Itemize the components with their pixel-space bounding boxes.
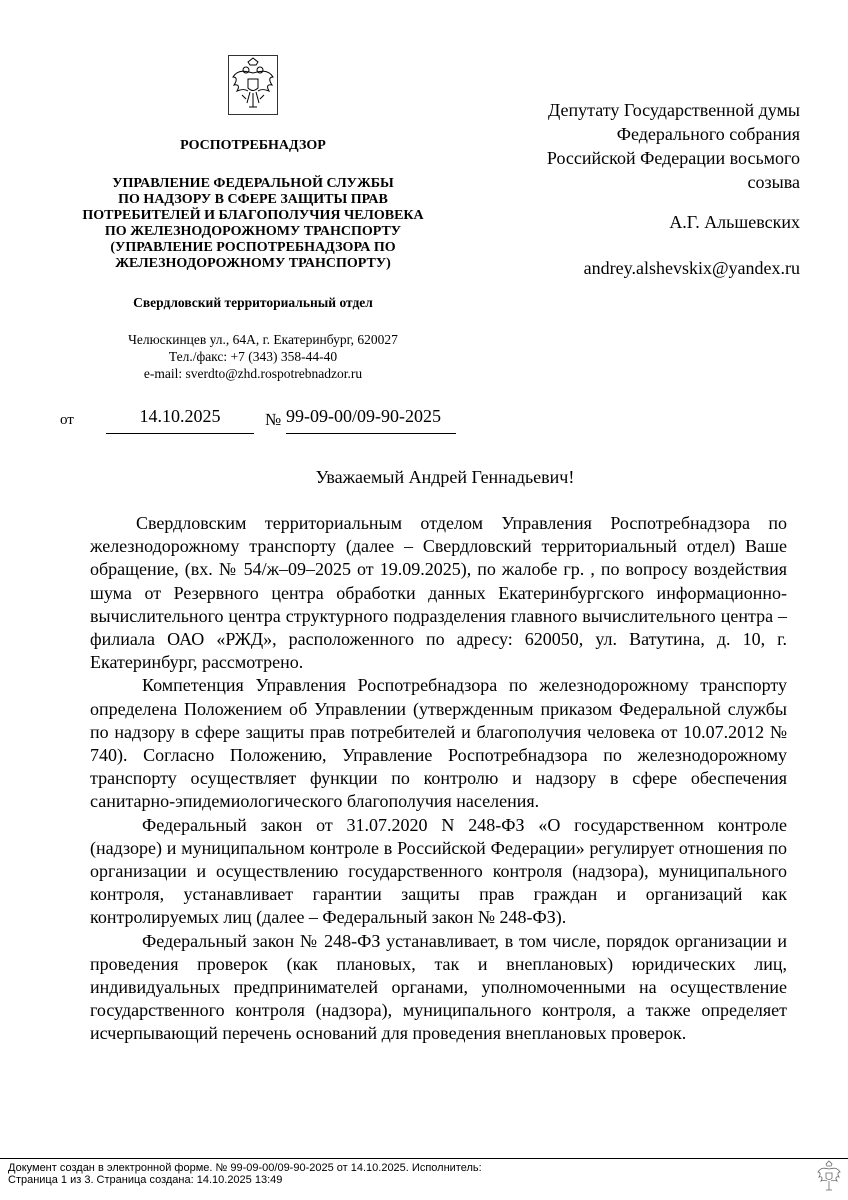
letter-paragraph: Федеральный закон № 248-ФЗ устанавливает, в том числе, порядок организации и проведения проверок (как плановых, так и внеплановых) юридических лиц, индивидуальных предпринимателей органами, уполномоченными на осуществление государственного контроля (надзора), муниципального контроля, а также определяет исчерпывающий перечень оснований для проведения внеплановых проверок. [90,930,787,1044]
recipient-line: Российской Федерации восьмого [546,148,800,168]
letter-body [90,512,787,1046]
org-full-name [60,176,446,272]
footer-line-2: Страница 1 из 3. Страница создана: 14.10.2025 13:49 [8,1174,283,1186]
sender-contacts [60,331,446,382]
recipient-name: А.Г. Альшевских [669,212,800,232]
org-full-line: ПО ЖЕЛЕЗНОДОРОЖНОМУ ТРАНСПОРТУ [104,224,402,239]
footer-line-1: Документ создан в электронной форме. № 99-09-00/09-90-2025 от 14.10.2025. Исполнитель: [8,1162,482,1174]
org-full-line: ПОТРЕБИТЕЛЕЙ И БЛАГОПОЛУЧИЯ ЧЕЛОВЕКА [82,208,424,223]
coat-of-arms-icon [228,55,278,115]
registration-date: 14.10.2025 [106,406,254,434]
number-label: № [265,410,282,429]
sender-email: e-mail: sverdto@zhd.rospotrebnadzor.ru [143,366,363,381]
recipient-line: Депутату Государственной думы [548,100,800,120]
sender-address: Челюскинцев ул., 64А, г. Екатеринбург, 620027 [128,332,398,347]
salutation: Уважаемый Андрей Геннадьевич! [315,467,575,487]
org-full-line: (УПРАВЛЕНИЕ РОСПОТРЕБНАДЗОРА ПО [110,240,396,255]
letter-paragraph: Федеральный закон от 31.07.2020 N 248-ФЗ «О государственном контроле (надзоре) и муниципальном контроле в Российской Федерации» регулирует отношения по организации и осуществлению государственного контроля (надзора), муниципального контроля, устанавливает гарантии защиты прав граждан и организаций как контролируемых лиц (далее – Федеральный закон № 248-ФЗ). [90,814,787,928]
org-short-name: РОСПОТРЕБНАДЗОР [180,138,326,153]
letter-paragraph: Свердловским территориальным отделом Управления Роспотребнадзора по железнодорожному транспорту (далее – Свердловский территориальный отдел) Ваше обращение, (вх. № 54/ж–09–2025 от 19.09.2025), по жалобе гр. , по вопросу воздействия шума от Резервного центра обработки данных Екатеринбургского информационно-вычислительного центра структурного подразделения главного вычислительного центра – филиала ОАО «РЖД», расположенного по адресу: 620050, ул. Ватутина, д. 10, г. Екатеринбург, рассмотрено. [90,513,787,673]
registration-number: 99-09-00/09-90-2025 [286,406,456,434]
department-name: Свердловский территориальный отдел [133,295,373,310]
footer-coat-of-arms-icon [816,1160,842,1194]
letter-paragraph: Компетенция Управления Роспотребнадзора по железнодорожному транспорту определена Положением об Управлении (утвержденным приказом Федеральной службы по надзору в сфере защиты прав потребителей и благополучия человека от 10.07.2012 № 740). Согласно Положению, Управление Роспотребнадзора по железнодорожному транспорту осуществляет функции по контролю и надзору в сфере обеспечения санитарно-эпидемиологического благополучия населения. [90,675,787,812]
recipient-email: andrey.alshevskix@yandex.ru [583,258,800,278]
date-label: от [60,412,74,428]
document-footer [8,1162,482,1186]
org-full-line: УПРАВЛЕНИЕ ФЕДЕРАЛЬНОЙ СЛУЖБЫ [112,176,394,191]
org-full-line: ЖЕЛЕЗНОДОРОЖНОМУ ТРАНСПОРТУ) [115,256,391,271]
recipient-title [480,98,800,194]
footer-divider [0,1158,848,1159]
recipient-line: созыва [747,172,800,192]
sender-phone: Тел./факс: +7 (343) 358-44-40 [168,349,338,364]
org-full-line: ПО НАДЗОРУ В СФЕРЕ ЗАЩИТЫ ПРАВ [118,192,388,207]
recipient-line: Федерального собрания [616,124,800,144]
